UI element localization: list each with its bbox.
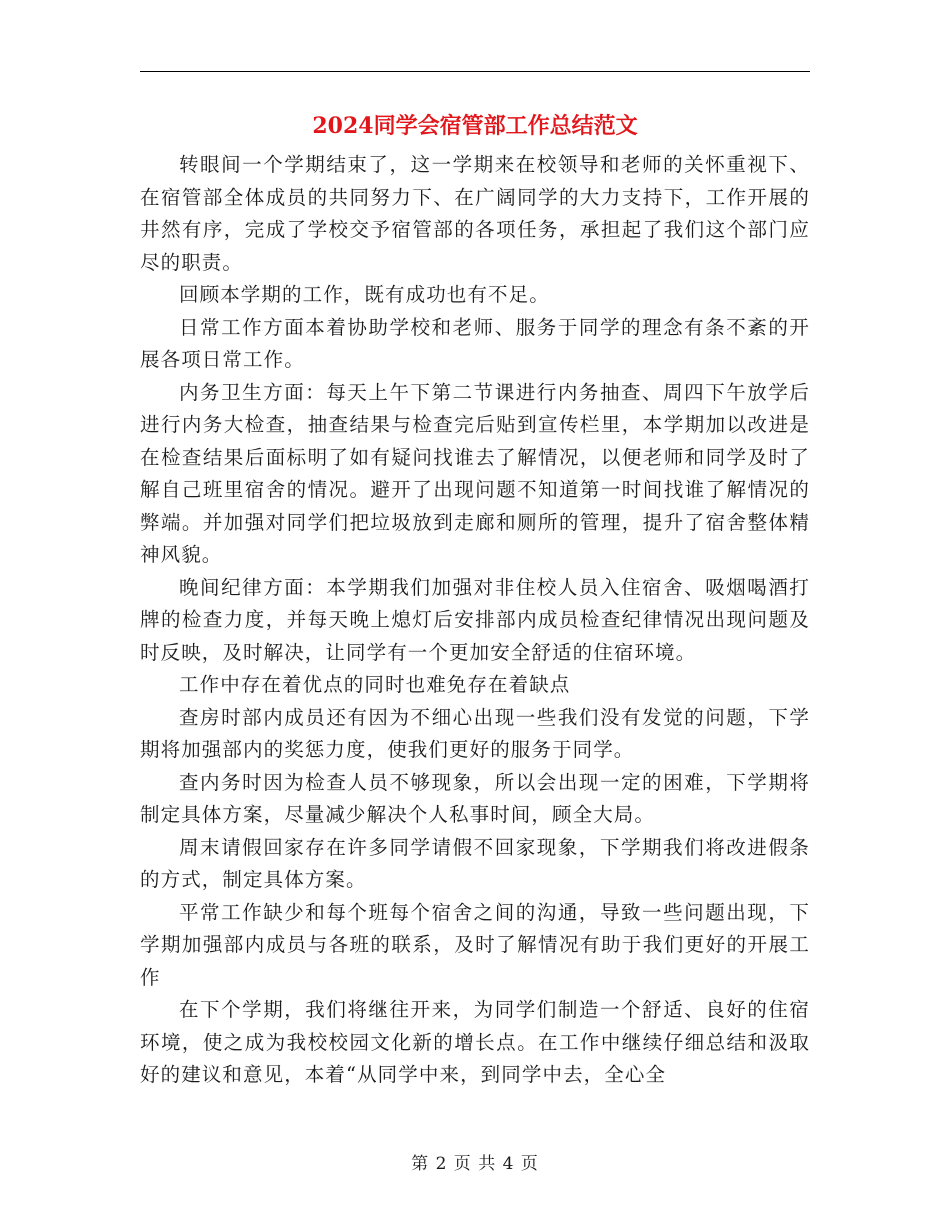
paragraph: 工作中存在着优点的同时也难免存在着缺点 xyxy=(179,673,571,696)
paragraph: 日常工作方面本着协助学校和老师、服务于同学的理念有条不紊的开展各项日常工作。 xyxy=(140,315,810,371)
paragraph: 内务卫生方面：每天上午下第二节课进行内务抽查、周四下午放学后进行内务大检查，抽查结果与检查完后贴到宣传栏里，本学期加以改进是在检查结果后面标明了如有疑问找谁去了解情况，以便老师和同学及时了解自己班里宿舍的情况。避开了出现问题不知道第一时间找谁了解情况的弊端。并加强对同学们把垃圾放到走廊和厕所的管理，提升了宿舍整体精神风貌。 xyxy=(140,380,810,566)
document-title: 2024同学会宿管部工作总结范文 xyxy=(312,113,638,139)
page-number-footer: 第 2 页 共 4 页 xyxy=(411,1154,539,1174)
paragraph: 在下个学期，我们将继往开来，为同学们制造一个舒适、良好的住宿环境，使之成为我校校园文化新的增长点。在工作中继续仔细总结和汲取好的建议和意见，本着“从同学中来，到同学中去，全心全 xyxy=(140,998,810,1086)
paragraph: 周末请假回家存在许多同学请假不回家现象，下学期我们将改进假条的方式，制定具体方案。 xyxy=(140,835,810,891)
document-body xyxy=(140,149,810,1092)
paragraph: 平常工作缺少和每个班每个宿舍之间的沟通，导致一些问题出现，下学期加强部内成员与各班的联系，及时了解情况有助于我们更好的开展工作 xyxy=(140,900,810,989)
paragraph: 回顾本学期的工作，既有成功也有不足。 xyxy=(179,283,550,306)
paragraph: 转眼间一个学期结束了，这一学期来在校领导和老师的关怀重视下、在宿管部全体成员的共同努力下、在广阔同学的大力支持下，工作开展的井然有序，完成了学校交予宿管部的各项任务，承担起了我们这个部门应尽的职责。 xyxy=(140,153,810,274)
paragraph: 查内务时因为检查人员不够现象，所以会出现一定的困难，下学期将制定具体方案，尽量减少解决个人私事时间，顾全大局。 xyxy=(140,770,810,826)
header-rule xyxy=(140,71,810,72)
paragraph: 晚间纪律方面：本学期我们加强对非住校人员入住宿舍、吸烟喝酒打牌的检查力度，并每天晚上熄灯后安排部内成员检查纪律情况出现问题及时反映，及时解决，让同学有一个更加安全舒适的住宿环境。 xyxy=(140,575,810,664)
paragraph: 查房时部内成员还有因为不细心出现一些我们没有发觉的问题，下学期将加强部内的奖惩力度，使我们更好的服务于同学。 xyxy=(140,705,810,761)
